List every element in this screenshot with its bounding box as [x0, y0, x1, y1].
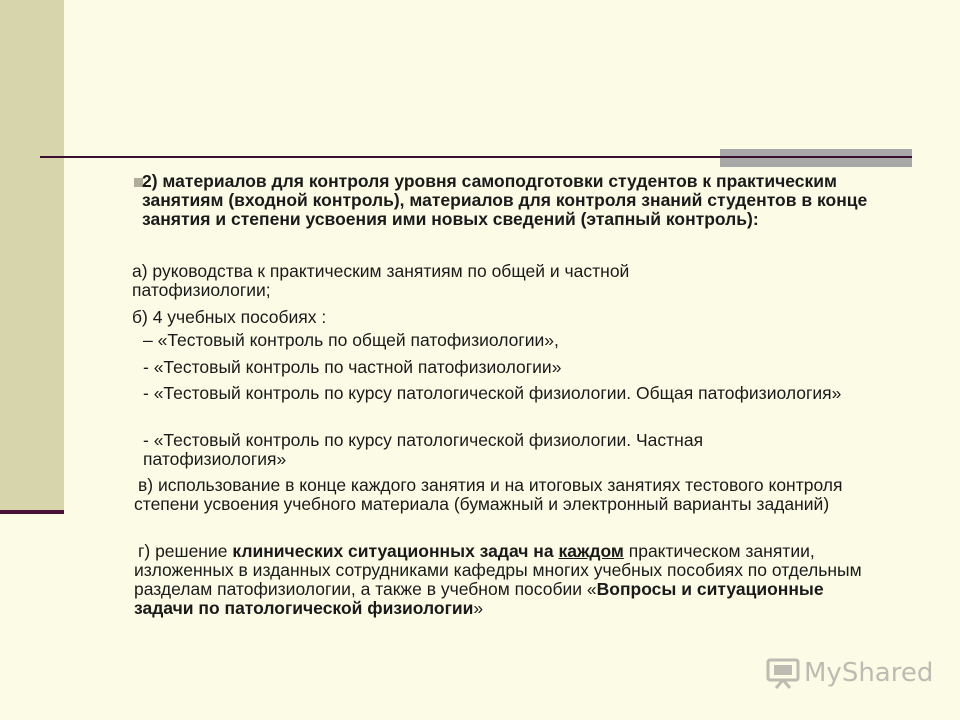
item-g-part2: практическом занятии, изложенных в изданных сотрудниками кафедры многих учебных пособиях по отдельным разделам патофизиологии, а также в учебном пособии «	[134, 541, 862, 599]
header-accent-bar	[720, 149, 912, 167]
item-g-bold1: клинических ситуационных задач на	[232, 541, 559, 561]
item-a: а) руководства к практическим занятиям по общей и частной патофизиологии;	[132, 261, 630, 300]
item-g-part1: г) решение	[138, 541, 233, 561]
sub-item-2: - «Тестовый контроль по частной патофизиологии»	[143, 357, 562, 377]
item-g-underline: каждом	[558, 541, 624, 561]
item-g	[134, 542, 882, 618]
sub-item-1: – «Тестовый контроль по общей патофизиологии»,	[143, 330, 559, 350]
side-divider	[0, 510, 64, 514]
header-rule	[40, 156, 912, 158]
heading-item: 2) материалов для контроля уровня самоподготовки студентов к практическим занятиям (входной контроль), материалов для контроля знаний студентов в конце занятия и степени усвоения ими новых сведений (этапный контроль):	[142, 171, 868, 229]
side-panel	[0, 0, 64, 512]
item-g-part3: »	[473, 598, 484, 618]
projector-icon	[766, 656, 800, 690]
item-g-book-title: Вопросы и ситуационные задачи по патологической физиологии	[134, 579, 824, 618]
sub-item-3: - «Тестовый контроль по курсу патологической физиологии. Общая патофизиология»	[143, 383, 842, 403]
item-v: в) использование в конце каждого занятия и на итоговых занятиях тестового контроля степени усвоения учебного материала (бумажный и электронный варианты заданий)	[134, 475, 843, 514]
watermark-text: MyShared	[804, 658, 934, 688]
sub-item-4: - «Тестовый контроль по курсу патологической физиологии. Частная патофизиология»	[143, 430, 704, 469]
watermark	[766, 656, 933, 690]
item-b: б) 4 учебных пособиях :	[132, 307, 327, 327]
